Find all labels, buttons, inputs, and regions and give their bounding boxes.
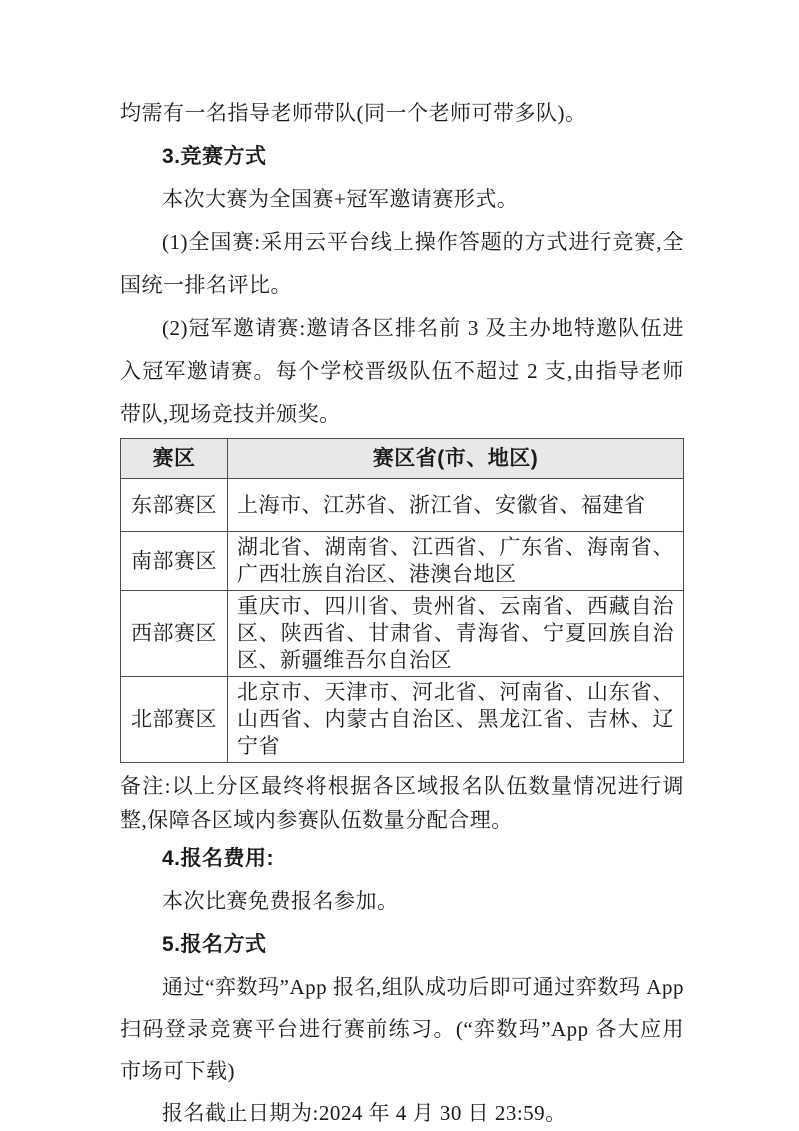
region-column-header: 赛区: [121, 439, 228, 479]
region-table-row-west: [121, 591, 684, 677]
region-name-cell: 西部赛区: [121, 591, 228, 677]
section-3-intro: 本次大赛为全国赛+冠军邀请赛形式。: [162, 187, 519, 211]
section-4-heading: 4.报名费用:: [162, 847, 275, 870]
registration-deadline: 报名截止日期为:2024 年 4 月 30 日 23:59。: [162, 1101, 567, 1125]
section-4-body: 本次比赛免费报名参加。: [162, 889, 399, 913]
section-3-heading: 3.竞赛方式: [162, 145, 267, 168]
region-table-row-south: [121, 532, 684, 591]
region-name-cell: 南部赛区: [121, 532, 228, 591]
section-3-item-1: (1)全国赛:采用云平台线上操作答题的方式进行竞赛,全国统一排名评比。: [120, 230, 684, 297]
region-table-row-east: [121, 479, 684, 532]
paragraph-continuation: 均需有一名指导老师带队(同一个老师可带多队)。: [120, 101, 587, 125]
region-table-header-row: [121, 439, 684, 479]
section-5-body: 通过“弈数玛”App 报名,组队成功后即可通过弈数玛 App 扫码登录竞赛平台进行赛前练习。(“弈数玛”App 各大应用市场可下载): [120, 975, 684, 1083]
section-3-item-2: (2)冠军邀请赛:邀请各区排名前 3 及主办地特邀队伍进入冠军邀请赛。每个学校晋级队伍不超过 2 支,由指导老师带队,现场竞技并颁奖。: [120, 316, 684, 426]
provinces-cell: 湖北省、湖南省、江西省、广东省、海南省、广西壮族自治区、港澳台地区: [228, 532, 684, 591]
region-table: [120, 438, 684, 763]
provinces-cell: 上海市、江苏省、浙江省、安徽省、福建省: [228, 479, 684, 532]
provinces-cell: 重庆市、四川省、贵州省、云南省、西藏自治区、陕西省、甘肃省、青海省、宁夏回族自治区、新疆维吾尔自治区: [228, 591, 684, 677]
provinces-column-header: 赛区省(市、地区): [228, 439, 684, 479]
provinces-cell: 北京市、天津市、河北省、河南省、山东省、山西省、内蒙古自治区、黑龙江省、吉林、辽宁省: [228, 677, 684, 763]
region-table-row-north: [121, 677, 684, 763]
region-name-cell: 北部赛区: [121, 677, 228, 763]
section-5-heading: 5.报名方式: [162, 933, 267, 956]
table-note: 备注:以上分区最终将根据各区域报名队伍数量情况进行调整,保障各区域内参赛队伍数量分配合理。: [120, 774, 684, 832]
region-name-cell: 东部赛区: [121, 479, 228, 532]
